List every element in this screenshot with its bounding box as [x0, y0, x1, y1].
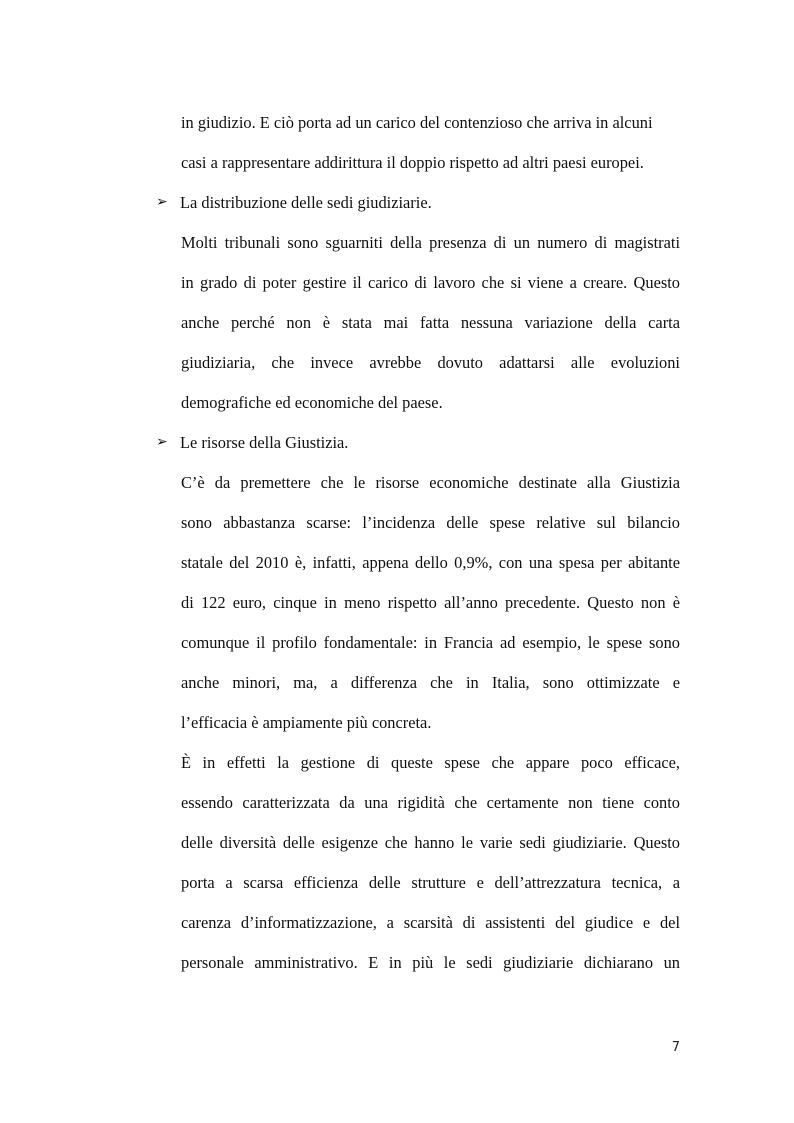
body-text-line: È in effetti la gestione di queste spese che appare poco efficace, — [181, 753, 680, 772]
body-text-line: statale del 2010 è, infatti, appena dello 0,9%, con una spesa per abitante — [181, 553, 680, 572]
body-text-line: demografiche ed economiche del paese. — [181, 393, 443, 412]
body-text-line: delle diversità delle esigenze che hanno le varie sedi giudiziarie. Questo — [181, 833, 680, 852]
body-text-line: l’efficacia è ampiamente più concreta. — [181, 713, 432, 732]
body-text-line: casi a rappresentare addirittura il doppio rispetto ad altri paesi europei. — [181, 153, 644, 172]
body-text-line: giudiziaria, che invece avrebbe dovuto adattarsi alle evoluzioni — [181, 353, 680, 372]
body-text-line: personale amministrativo. E in più le sedi giudiziarie dichiarano un — [181, 953, 680, 972]
body-text-line: essendo caratterizzata da una rigidità che certamente non tiene conto — [181, 793, 680, 812]
body-text-line: porta a scarsa efficienza delle strutture e dell’attrezzatura tecnica, a — [181, 873, 680, 892]
page-number: 7 — [671, 1040, 680, 1055]
body-text-line: in giudizio. E ciò porta ad un carico del contenzioso che arriva in alcuni — [181, 113, 653, 132]
body-text-line: di 122 euro, cinque in meno rispetto all’anno precedente. Questo non è — [181, 593, 680, 612]
body-text-line: comunque il profilo fondamentale: in Francia ad esempio, le spese sono — [181, 633, 680, 652]
body-text-line: carenza d’informatizzazione, a scarsità di assistenti del giudice e del — [181, 913, 680, 932]
section-heading: Le risorse della Giustizia. — [180, 433, 349, 452]
body-text-line: Molti tribunali sono sguarniti della presenza di un numero di magistrati — [181, 233, 680, 252]
body-text-line: in grado di poter gestire il carico di lavoro che si viene a creare. Questo — [181, 273, 680, 292]
arrow-bullet-icon: ➢ — [156, 195, 168, 210]
body-text-line: C’è da premettere che le risorse economiche destinate alla Giustizia — [181, 473, 680, 492]
section-heading: La distribuzione delle sedi giudiziarie. — [180, 193, 432, 212]
body-text-line: sono abbastanza scarse: l’incidenza delle spese relative sul bilancio — [181, 513, 680, 532]
body-text-line: anche perché non è stata mai fatta nessuna variazione della carta — [181, 313, 680, 332]
arrow-bullet-icon: ➢ — [156, 435, 168, 450]
body-text-line: anche minori, ma, a differenza che in Italia, sono ottimizzate e — [181, 673, 680, 692]
